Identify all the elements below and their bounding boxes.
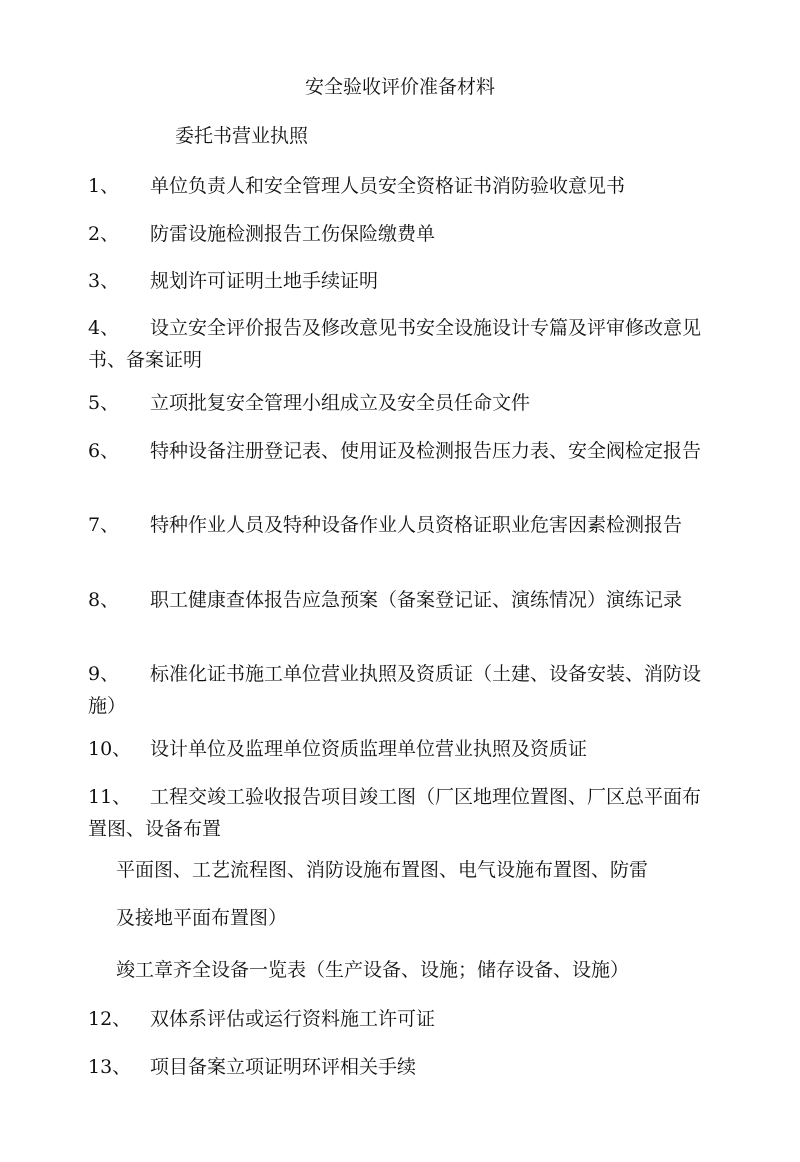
item-number: 3、 [88, 270, 120, 292]
list-item-11-continuation-3: 竣工章齐全设备一览表（生产设备、设施；储存设备、设施） [116, 959, 630, 981]
list-item-3 [88, 265, 708, 297]
item-text: 设立安全评价报告及修改意见书安全设施设计专篇及评审修改意见书、备案证明 [88, 317, 702, 371]
item-text: 标准化证书施工单位营业执照及资质证（土建、设备安装、消防设施） [88, 663, 702, 717]
list-item-13 [88, 1051, 708, 1083]
item-text: 项目备案立项证明环评相关手续 [150, 1056, 417, 1078]
item-text: 工程交竣工验收报告项目竣工图（厂区地理位置图、厂区总平面布置图、设备布置 [88, 786, 702, 840]
item-number: 11、 [88, 786, 132, 808]
list-item-12 [88, 1003, 708, 1035]
item-number: 10、 [88, 738, 132, 760]
item-number: 1、 [88, 175, 120, 197]
list-item-1 [88, 170, 708, 202]
item-number: 8、 [88, 589, 120, 611]
item-text: 设计单位及监理单位资质监理单位营业执照及资质证 [150, 738, 588, 760]
item-number: 9、 [88, 663, 120, 685]
list-item-4 [88, 312, 708, 376]
item-text: 单位负责人和安全管理人员安全资格证书消防验收意见书 [150, 175, 626, 197]
list-item-8 [88, 584, 708, 616]
item-text: 规划许可证明土地手续证明 [150, 270, 379, 292]
list-item-2 [88, 218, 708, 250]
list-item-10 [88, 733, 708, 765]
item-text: 双体系评估或运行资料施工许可证 [150, 1008, 436, 1030]
list-item-9 [88, 658, 708, 722]
item-number: 12、 [88, 1008, 132, 1030]
list-item-7 [88, 509, 708, 541]
document-subtitle: 委托书营业执照 [175, 125, 309, 147]
item-text: 立项批复安全管理小组成立及安全员任命文件 [150, 392, 531, 414]
list-item-11 [88, 781, 708, 845]
list-item-11-continuation-1: 平面图、工艺流程图、消防设施布置图、电气设施布置图、防雷 [116, 859, 649, 881]
item-text: 职工健康查体报告应急预案（备案登记证、演练情况）演练记录 [150, 589, 683, 611]
item-text: 防雷设施检测报告工伤保险缴费单 [150, 223, 436, 245]
item-text: 特种作业人员及特种设备作业人员资格证职业危害因素检测报告 [150, 514, 683, 536]
item-number: 7、 [88, 514, 120, 536]
item-text: 特种设备注册登记表、使用证及检测报告压力表、安全阀检定报告 [150, 440, 702, 462]
list-item-5 [88, 387, 708, 419]
item-number: 5、 [88, 392, 120, 414]
document-title: 安全验收评价准备材料 [304, 76, 495, 98]
item-number: 4、 [88, 317, 120, 339]
item-number: 2、 [88, 223, 120, 245]
item-number: 6、 [88, 440, 120, 462]
item-number: 13、 [88, 1056, 132, 1078]
list-item-11-continuation-2: 及接地平面布置图） [116, 907, 288, 929]
list-item-6 [88, 435, 708, 467]
